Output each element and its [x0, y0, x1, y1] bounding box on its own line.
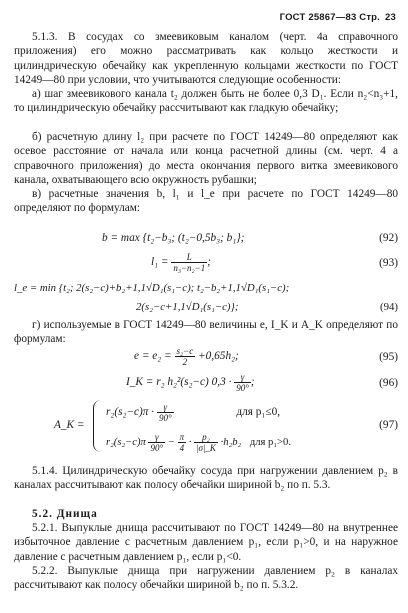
paragraph-5-1-4: 5.1.4. Цилиндрическую обечайку сосуда при нагружении давлением p₂ в каналах рассчитывают как полосу обечайки шириной b₂ по п. 5.3.: [14, 465, 398, 492]
equation-95-number: (95): [379, 351, 398, 363]
paragraph-item-b: б) расчетную длину l₂ при расчете по ГОСТ 14249—80 определяют как осевое расстояние от начала или конца расчетной длины (см. черт. 4 а справочного приложения) до места окончания первого витка змеевикового канала, охватывающего всю окружность рубашки;: [14, 131, 398, 186]
equation-96-lhs: I_K = r₂ h₂²(s₂−c) 0,3 ·: [126, 376, 232, 389]
case-2-expression: r₂(s₂−c)π: [106, 436, 146, 448]
paragraph-item-v: в) расчетные значения b, l₁ и l_e при расчете по ГОСТ 14249—80 определяют по формулам:: [14, 188, 398, 215]
page-number: 23: [385, 12, 396, 23]
equation-97-brace: [93, 400, 102, 452]
fraction-numerator: π: [179, 432, 185, 442]
fraction-denominator: 90°: [150, 443, 164, 453]
case-1-fraction: [157, 402, 174, 423]
paragraph-5-2-2: 5.2.2. Выпуклые днища при нагружении давлением p₂ в каналах рассчитывают как полосу обечайки шириной b₂ по п. 5.3.2.: [14, 565, 398, 592]
fraction-denominator: 90°: [158, 413, 172, 423]
paragraph-item-a: а) шаг змеевикового канала t₂ должен быть не более 0,3 D₁. Если n₂<n₃+1, то цилиндрическую обечайку рассчитывают как гладкую обечайку;: [14, 88, 398, 115]
equation-97-case-2: r₂(s₂−c)π $\frac{\gamma}{90^\circ}$ − $\frac{\pi}{4}$ · $\frac{\text{p₂}}{|\sigma|\_K}$ ·h₂b₂ для p₁>0.: [106, 432, 291, 453]
fraction-denominator: |σ|_K: [196, 443, 216, 453]
equation-95: [14, 346, 398, 368]
fraction-numerator: γ: [234, 372, 251, 383]
equation-92-number: (92): [379, 232, 398, 244]
fraction-numerator: L: [171, 252, 207, 263]
case-2-minus: −: [167, 436, 175, 448]
case-1-expression: r₂(s₂−c)π ·: [106, 406, 155, 419]
equation-93-lhs: l₁ =: [151, 256, 169, 269]
fraction-denominator: 90°: [236, 383, 249, 393]
equation-97-number: (97): [379, 419, 398, 431]
case-2-fraction-2: [178, 432, 187, 453]
standard-number: ГОСТ 25867—83 Стр.: [279, 12, 381, 23]
equation-93-fraction: [171, 252, 207, 273]
equation-93: [14, 252, 398, 274]
fraction-numerator: p₂: [194, 432, 218, 443]
section-title-5-2: 5.2. Днища: [32, 508, 98, 520]
equation-95-fraction: [175, 346, 196, 367]
equation-95-tail: +0,65h₂;: [198, 350, 239, 363]
equation-97-case-1: [106, 402, 280, 423]
case-2-tail: ·h₂b₂: [220, 436, 242, 448]
equation-94-number: (94): [380, 301, 398, 313]
equation-96-fraction: [234, 372, 251, 393]
case-2-fraction-1: [148, 432, 165, 453]
equation-96-number: (96): [379, 377, 398, 389]
equation-92: [14, 230, 398, 246]
fraction-denominator: 2: [182, 357, 188, 367]
paragraph-5-1-3: 5.1.3. В сосудах со змеевиковым каналом (черт. 4а справочного приложения) его можно рассматривать как кольцо жесткости и цилиндрическую обечайку как укрепленную кольцами жесткости по ГОСТ 14249—80 при условии, что учитываются следующие особенности:: [14, 31, 398, 86]
equation-97: [14, 400, 398, 456]
equation-94-line-1-body: l_e = min {t₂; 2(s₂−c)+b₂+1,1√D₁(s₁−c); t₂−b₂+1,1√D₁(s₁−c);: [14, 282, 290, 294]
fraction-numerator: γ: [157, 402, 174, 413]
case-1-condition: для p₁≤0,: [236, 406, 281, 419]
equation-96: [14, 372, 398, 394]
equation-95-lhs: e = e₂ =: [134, 350, 172, 363]
equation-97-lhs: A_K =: [54, 419, 85, 431]
case-2-fraction-3: [194, 432, 218, 453]
equation-94-line-2: [14, 299, 398, 315]
case-2-condition: для p₁>0.: [249, 436, 291, 448]
equation-93-tail: ;: [207, 256, 212, 269]
fraction-denominator: n₃−n₂−1: [173, 263, 206, 273]
fraction-numerator: s₂−c: [176, 346, 194, 356]
paragraph-5-2-1: 5.2.1. Выпуклые днища рассчитывают по ГОСТ 14249—80 на внутреннее избыточное давление с расчетным давлением p₁, если p₁>0, и на наружное давление с расчетным давлением p₁, если p₁<0.: [14, 522, 398, 563]
equation-93-number: (93): [379, 257, 398, 269]
equation-94-line-1: [14, 280, 398, 296]
equation-94-line-2-body: 2(s₂−c+1,1√D₁(s₁−c)};: [136, 301, 239, 313]
paragraph-item-g: г) используемые в ГОСТ 14249—80 величины e, I_K и A_K определяют по формулам:: [14, 319, 398, 346]
page-header: [268, 12, 396, 23]
equation-96-tail: ;: [250, 376, 255, 389]
fraction-denominator: 4: [179, 443, 185, 453]
equation-92-body: b = max {t₂−b₃; (t₂−0,5b₃; b₁};: [102, 232, 245, 244]
fraction-numerator: γ: [148, 432, 165, 443]
